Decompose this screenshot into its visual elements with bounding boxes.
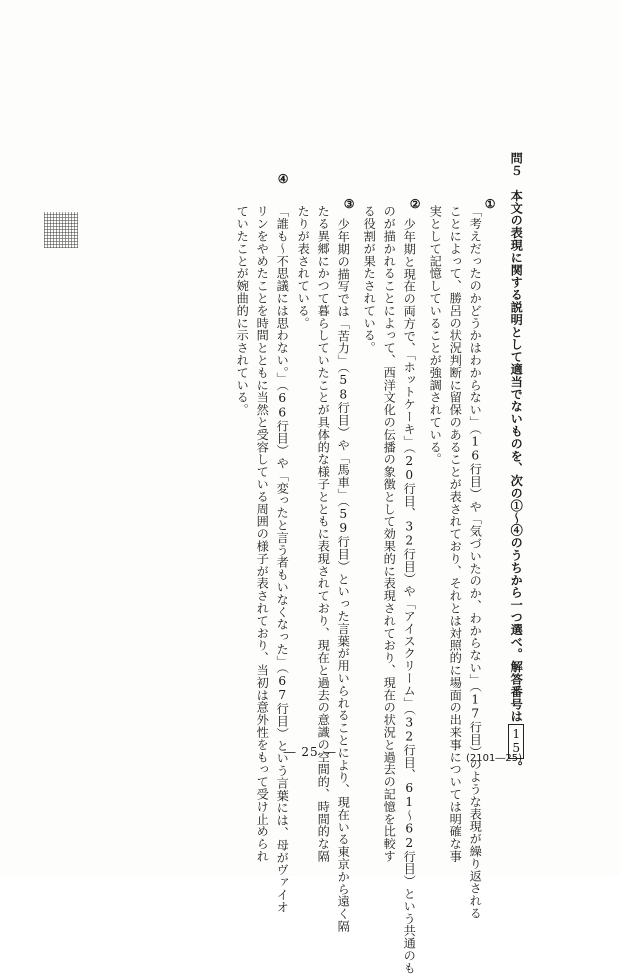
question-title-text: 問５ 本文の表現に関する説明として適当でないものを、次の①～④のうちから一つ選べ。解答番号は — [509, 152, 524, 723]
option-1-line-2: ことによって、勝呂の状況判断に留保のあることが表されており、それとは対照的に場面の出来事については明確な事 — [448, 205, 463, 863]
option-1-marker: ① — [483, 197, 498, 212]
question-title — [508, 152, 524, 773]
option-3-line-2: たる異郷にかつて暮らしていたことが具体的な様子とともに表現されており、現在と過去の意識の空間的、時間的な隔 — [316, 205, 331, 863]
option-4-line-3: ていたことが婉曲的に示されている。 — [235, 205, 250, 416]
page-number: ― 25 ― — [283, 745, 337, 759]
option-2-marker: ② — [408, 197, 423, 212]
option-2-line-1: 少年期と現在の両方で、「ホットケーキ」（20行目、32行目）や「アイスクリーム」（32行目、61～62行目）という共通のも — [402, 218, 417, 974]
option-1-line-3: 実として記憶していることが強調されている。 — [428, 205, 443, 466]
option-4-line-1: 「誰も～不思議には思わない。」（66行目）や「変ったと言う者もいなくなった」（67行目）という言葉には、母がヴァイオ — [275, 205, 290, 914]
exam-code: (2101―25) — [466, 753, 522, 764]
option-2-line-2: のが描かれることによって、西洋文化の伝播の象徴として効果的に表現されており、現在の状況と過去の記憶を比較す — [382, 205, 397, 863]
question-title-end: 。 — [509, 760, 524, 774]
option-4-line-2: リンをやめたことを時間とともに当然と受容している周囲の様子が表されており、当初は意外性をもって受け止められ — [255, 205, 270, 863]
option-1-line-1: 「考えだったのかどうかはわからない」（16行目）や「気づいたのか、わからない」（17行目）のような表現が繰り返される — [468, 205, 483, 920]
option-4-marker: ④ — [276, 172, 291, 187]
margin-stamp — [44, 212, 78, 248]
option-3-line-3: たりが表されている。 — [296, 205, 311, 329]
option-3-line-1: 少年期の描写では「苦力」（58行目）や「馬車」（59行目）といった言葉が用いられることにより、現在いる東京から遠く隔 — [336, 218, 351, 933]
option-3-marker: ③ — [342, 197, 357, 212]
answer-number-box: 15 — [508, 724, 524, 758]
option-2-line-3: る役割が果たされている。 — [362, 205, 377, 354]
